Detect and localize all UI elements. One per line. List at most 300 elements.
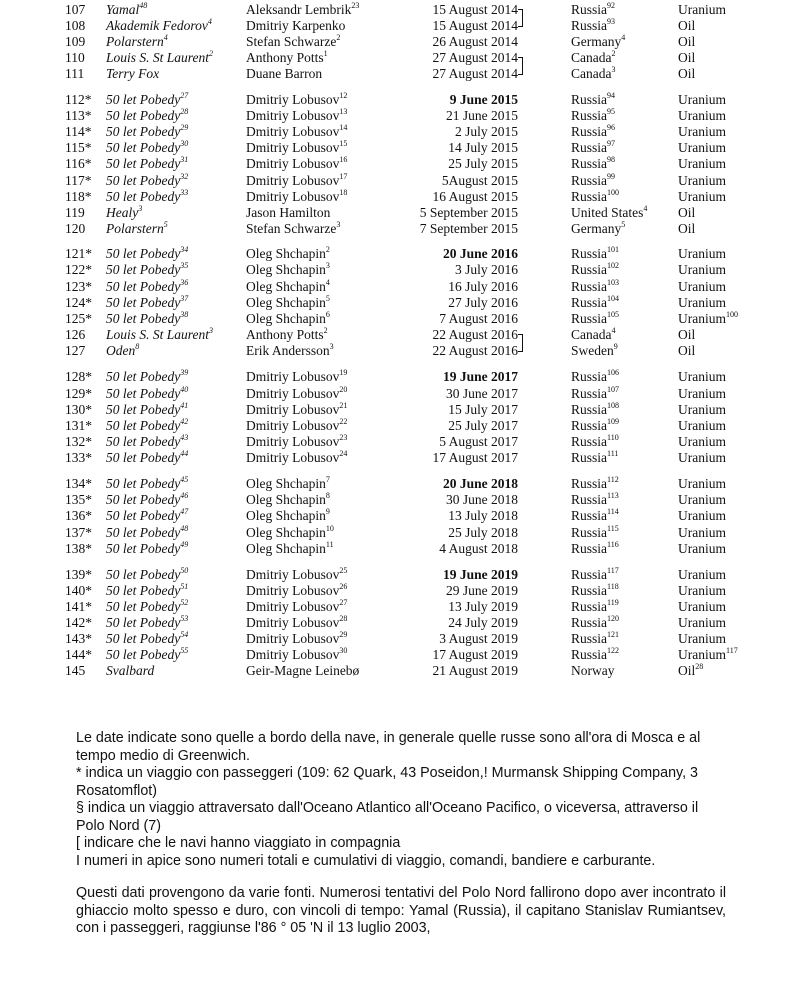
fuel-type xyxy=(678,525,726,541)
voyage-date xyxy=(412,402,518,418)
flag-country xyxy=(571,541,619,557)
ship-name-text: 50 let Pobedy xyxy=(106,140,181,155)
ship-name xyxy=(106,205,142,221)
voyage-date xyxy=(412,567,518,583)
voyage-date xyxy=(412,18,518,34)
voyage-date-text: 15 July 2017 xyxy=(448,402,518,417)
fuel-type-text: Oil xyxy=(678,18,696,33)
voyage-number xyxy=(65,599,92,615)
fuel-type xyxy=(678,343,695,359)
fuel-type xyxy=(678,50,695,66)
voyage-date xyxy=(412,124,518,140)
captain-name-text: Oleg Shchapin xyxy=(246,262,326,277)
fuel-type xyxy=(678,66,695,82)
voyage-date-text: 13 July 2018 xyxy=(448,508,518,523)
fuel-type-superscript: 28 xyxy=(695,661,704,671)
company-bracket xyxy=(518,334,523,352)
flag-country-superscript: 106 xyxy=(607,367,620,377)
ship-name-superscript: 54 xyxy=(180,629,189,639)
captain-name xyxy=(246,418,347,434)
fuel-type-text: Uranium xyxy=(678,369,726,384)
ship-name xyxy=(106,567,188,583)
captain-name-text: Dmitriy Lobusov xyxy=(246,615,340,630)
flag-country-text: Russia xyxy=(571,92,608,107)
flag-country-text: Russia xyxy=(571,583,608,598)
voyage-number xyxy=(65,92,92,108)
voyage-number xyxy=(65,124,92,140)
voyage-date-text: 22 August 2016 xyxy=(432,327,518,342)
fuel-type-text: Oil xyxy=(678,34,696,49)
fuel-type xyxy=(678,124,726,140)
ship-name-text: 50 let Pobedy xyxy=(106,295,181,310)
captain-name-superscript: 1 xyxy=(323,48,328,58)
voyage-date-text: 15 August 2014 xyxy=(432,2,518,17)
ship-name-text: Louis S. St Laurent xyxy=(106,327,210,342)
ship-name-text: 50 let Pobedy xyxy=(106,492,181,507)
table-row xyxy=(0,34,800,50)
voyage-number xyxy=(65,450,92,466)
ship-name-text: Svalbard xyxy=(106,663,155,678)
captain-name-superscript: 15 xyxy=(339,138,348,148)
fuel-type xyxy=(678,476,726,492)
flag-country-text: Russia xyxy=(571,369,608,384)
captain-name-text: Erik Andersson xyxy=(246,343,330,358)
note-section-sign: § indica un viaggio attraversato dall'Oceano Atlantico all'Oceano Pacifico, o viceversa, attraverso il Polo Nord (7) xyxy=(76,800,699,834)
notes-section xyxy=(76,730,726,938)
voyage-date-text: 20 June 2018 xyxy=(442,476,518,491)
ship-name xyxy=(106,295,188,311)
ship-name-superscript: 29 xyxy=(180,122,189,132)
flag-country-superscript: 115 xyxy=(607,523,619,533)
flag-country-text: Russia xyxy=(571,647,608,662)
fuel-type-text: Uranium xyxy=(678,599,726,614)
ship-name-superscript: 5 xyxy=(163,219,168,229)
fuel-type xyxy=(678,567,726,583)
voyage-number-text: 137* xyxy=(65,525,92,540)
flag-country-text: Germany xyxy=(571,221,622,236)
ship-name xyxy=(106,631,188,647)
captain-name-text: Dmitriy Karpenko xyxy=(246,18,346,33)
ship-name-text: 50 let Pobedy xyxy=(106,108,181,123)
fuel-type xyxy=(678,311,738,327)
ship-name-text: Akademik Fedorov xyxy=(106,18,208,33)
voyage-date-text: 29 June 2019 xyxy=(446,583,518,598)
captain-name xyxy=(246,262,330,278)
voyage-number xyxy=(65,583,92,599)
fuel-type-text: Uranium xyxy=(678,476,726,491)
ship-name-text: 50 let Pobedy xyxy=(106,124,181,139)
voyage-date-text: 27 August 2014 xyxy=(432,66,518,81)
ship-name-superscript: 48 xyxy=(180,523,189,533)
flag-country-text: Russia xyxy=(571,311,608,326)
flag-country-superscript: 100 xyxy=(607,187,620,197)
voyage-date xyxy=(412,156,518,172)
captain-name xyxy=(246,450,347,466)
ship-name-superscript: 28 xyxy=(180,106,189,116)
voyage-number xyxy=(65,50,85,66)
voyage-number-text: 140* xyxy=(65,583,92,598)
fuel-type xyxy=(678,402,726,418)
ship-name xyxy=(106,279,188,295)
ship-name-text: 50 let Pobedy xyxy=(106,173,181,188)
fuel-type xyxy=(678,541,726,557)
captain-name-text: Dmitriy Lobusov xyxy=(246,173,340,188)
captain-name-superscript: 12 xyxy=(339,90,348,100)
ship-name-text: 50 let Pobedy xyxy=(106,189,181,204)
voyage-number xyxy=(65,66,84,82)
voyage-number xyxy=(65,647,92,663)
captain-name-superscript: 17 xyxy=(339,171,348,181)
flag-country xyxy=(571,92,615,108)
flag-country-text: Russia xyxy=(571,2,608,17)
voyage-date-text: 17 August 2017 xyxy=(432,450,518,465)
flag-country-text: Russia xyxy=(571,492,608,507)
voyage-date-text: 30 June 2018 xyxy=(446,492,518,507)
voyage-number xyxy=(65,108,92,124)
ship-name-text: 50 let Pobedy xyxy=(106,434,181,449)
ship-name-superscript: 52 xyxy=(180,597,189,607)
flag-country-text: United States xyxy=(571,205,644,220)
flag-country-superscript: 99 xyxy=(607,171,616,181)
fuel-type-text: Uranium xyxy=(678,583,726,598)
ship-name-superscript: 55 xyxy=(180,645,189,655)
fuel-type xyxy=(678,327,695,343)
ship-name-text: 50 let Pobedy xyxy=(106,386,181,401)
captain-name-text: Jason Hamilton xyxy=(246,205,331,220)
voyage-date xyxy=(412,311,518,327)
fuel-type xyxy=(678,156,726,172)
voyage-date xyxy=(412,476,518,492)
voyage-number-text: 126 xyxy=(65,327,86,342)
flag-country-text: Russia xyxy=(571,262,608,277)
ship-name-text: 50 let Pobedy xyxy=(106,541,181,556)
captain-name xyxy=(246,140,347,156)
captain-name xyxy=(246,476,330,492)
voyage-number-text: 115* xyxy=(65,140,92,155)
ship-name-superscript: 43 xyxy=(180,432,189,442)
table-row xyxy=(0,295,800,311)
flag-country-superscript: 5 xyxy=(621,219,626,229)
ship-name-text: 50 let Pobedy xyxy=(106,311,181,326)
captain-name-superscript: 23 xyxy=(339,432,348,442)
table-row xyxy=(0,476,800,492)
ship-name xyxy=(106,450,188,466)
ship-name-text: 50 let Pobedy xyxy=(106,583,181,598)
fuel-type xyxy=(678,647,738,663)
captain-name-text: Oleg Shchapin xyxy=(246,279,326,294)
flag-country-superscript: 118 xyxy=(607,581,619,591)
table-row xyxy=(0,156,800,172)
flag-country xyxy=(571,311,619,327)
ship-name-text: 50 let Pobedy xyxy=(106,246,181,261)
captain-name xyxy=(246,279,330,295)
table-row xyxy=(0,434,800,450)
flag-country-text: Russia xyxy=(571,541,608,556)
captain-name-text: Dmitriy Lobusov xyxy=(246,124,340,139)
voyage-number-text: 114* xyxy=(65,124,92,139)
captain-name-superscript: 13 xyxy=(339,106,348,116)
ship-name-superscript: 49 xyxy=(180,539,189,549)
voyage-date xyxy=(412,140,518,156)
flag-country-text: Russia xyxy=(571,476,608,491)
voyage-number xyxy=(65,2,85,18)
captain-name xyxy=(246,2,359,18)
flag-country-text: Germany xyxy=(571,34,622,49)
fuel-type-superscript: 117 xyxy=(726,645,738,655)
table-row xyxy=(0,508,800,524)
voyage-date xyxy=(412,108,518,124)
voyage-number xyxy=(65,541,92,557)
captain-name-superscript: 7 xyxy=(325,474,330,484)
ship-name-text: Terry Fox xyxy=(106,66,160,81)
voyage-number-text: 111 xyxy=(65,66,85,81)
fuel-type xyxy=(678,386,726,402)
flag-country xyxy=(571,418,619,434)
ship-name-text: 50 let Pobedy xyxy=(106,631,181,646)
note-sources: Questi dati provengono da varie fonti. Numerosi tentativi del Polo Nord fallirono dopo aver incontrato il ghiaccio molto spesso e duro, con vincoli di tempo: Yamal (Russia), il capitano Stanislav Rumiantsev, con i passeggeri, raggiunse l'86 ° 05 'N il 13 luglio 2003, xyxy=(76,885,726,936)
captain-name xyxy=(246,295,330,311)
ship-name-superscript: 46 xyxy=(180,490,189,500)
fuel-type-text: Oil xyxy=(678,205,696,220)
fuel-type-text: Uranium xyxy=(678,189,726,204)
fuel-type-text: Uranium xyxy=(678,631,726,646)
captain-name-superscript: 25 xyxy=(339,565,348,575)
fuel-type xyxy=(678,295,726,311)
captain-name-superscript: 8 xyxy=(325,490,330,500)
fuel-type xyxy=(678,599,726,615)
flag-country-superscript: 117 xyxy=(607,565,619,575)
table-row xyxy=(0,205,800,221)
voyage-number xyxy=(65,246,92,262)
captain-name-text: Anthony Potts xyxy=(246,50,324,65)
ship-name-text: 50 let Pobedy xyxy=(106,647,181,662)
table-row xyxy=(0,615,800,631)
flag-country xyxy=(571,189,619,205)
ship-name-text: Louis S. St Laurent xyxy=(106,50,210,65)
captain-name-superscript: 10 xyxy=(325,523,334,533)
voyage-date xyxy=(412,386,518,402)
table-row xyxy=(0,279,800,295)
voyage-number-text: 113* xyxy=(65,108,92,123)
captain-name xyxy=(246,92,347,108)
fuel-type-text: Uranium xyxy=(678,492,726,507)
captain-name xyxy=(246,173,347,189)
table-row xyxy=(0,583,800,599)
voyage-number-text: 138* xyxy=(65,541,92,556)
ship-name xyxy=(106,66,159,82)
voyage-number-text: 110 xyxy=(65,50,85,65)
captain-name-superscript: 26 xyxy=(339,581,348,591)
ship-name-superscript: 33 xyxy=(180,187,189,197)
ship-name xyxy=(106,2,147,18)
table-row xyxy=(0,418,800,434)
fuel-type-text: Uranium xyxy=(678,246,726,261)
voyage-date xyxy=(412,262,518,278)
flag-country-superscript: 101 xyxy=(607,244,620,254)
voyage-number-text: 135* xyxy=(65,492,92,507)
captain-name-superscript: 28 xyxy=(339,613,348,623)
voyage-number-text: 116* xyxy=(65,156,92,171)
flag-country-text: Russia xyxy=(571,567,608,582)
voyage-number-text: 125* xyxy=(65,311,92,326)
voyage-number xyxy=(65,140,92,156)
fuel-type-text: Uranium xyxy=(678,418,726,433)
voyage-date-text: 9 June 2015 xyxy=(449,92,518,107)
fuel-type-text: Uranium xyxy=(678,647,726,662)
voyage-number-text: 120 xyxy=(65,221,86,236)
voyage-number xyxy=(65,327,85,343)
company-bracket xyxy=(518,57,523,75)
flag-country-text: Canada xyxy=(571,327,612,342)
ship-name xyxy=(106,434,188,450)
voyage-number-text: 133* xyxy=(65,450,92,465)
voyage-date-text: 5 September 2015 xyxy=(419,205,518,220)
flag-country-text: Russia xyxy=(571,108,608,123)
fuel-type-text: Uranium xyxy=(678,156,726,171)
voyage-date xyxy=(412,525,518,541)
flag-country xyxy=(571,295,619,311)
voyage-number xyxy=(65,34,85,50)
voyage-number-text: 118* xyxy=(65,189,92,204)
ship-name-superscript: 31 xyxy=(180,154,189,164)
voyage-number xyxy=(65,173,92,189)
captain-name xyxy=(246,492,330,508)
captain-name-text: Oleg Shchapin xyxy=(246,476,326,491)
ship-name-superscript: 30 xyxy=(180,138,189,148)
voyage-number-text: 130* xyxy=(65,402,92,417)
voyage-date-text: 7 August 2016 xyxy=(439,311,518,326)
fuel-type-text: Uranium xyxy=(678,567,726,582)
captain-name xyxy=(246,189,347,205)
table-row xyxy=(0,108,800,124)
ship-name xyxy=(106,311,188,327)
ship-name xyxy=(106,599,188,615)
captain-name-text: Oleg Shchapin xyxy=(246,295,326,310)
captain-name-superscript: 21 xyxy=(339,400,348,410)
captain-name-text: Dmitriy Lobusov xyxy=(246,189,340,204)
voyage-date xyxy=(412,295,518,311)
captain-name xyxy=(246,663,359,679)
fuel-type xyxy=(678,615,726,631)
captain-name xyxy=(246,386,347,402)
flag-country xyxy=(571,663,615,679)
captain-name-superscript: 2 xyxy=(325,244,330,254)
flag-country xyxy=(571,327,615,343)
captain-name-superscript: 2 xyxy=(323,325,328,335)
voyage-number-text: 117* xyxy=(65,173,92,188)
flag-country-text: Russia xyxy=(571,450,608,465)
flag-country-text: Russia xyxy=(571,173,608,188)
captain-name-superscript: 3 xyxy=(325,260,330,270)
ship-name-text: 50 let Pobedy xyxy=(106,262,181,277)
captain-name-text: Dmitriy Lobusov xyxy=(246,369,340,384)
voyage-date-text: 13 July 2019 xyxy=(448,599,518,614)
ship-name xyxy=(106,386,188,402)
captain-name-superscript: 14 xyxy=(339,122,348,132)
ship-name-text: 50 let Pobedy xyxy=(106,599,181,614)
flag-country xyxy=(571,262,619,278)
table-row xyxy=(0,173,800,189)
ship-name-text: 50 let Pobedy xyxy=(106,508,181,523)
voyage-date-text: 19 June 2019 xyxy=(442,567,518,582)
voyage-number-text: 122* xyxy=(65,262,92,277)
fuel-type-text: Uranium xyxy=(678,173,726,188)
voyage-number-text: 123* xyxy=(65,279,92,294)
ship-name xyxy=(106,492,188,508)
ship-name-superscript: 34 xyxy=(180,244,189,254)
captain-name-text: Dmitriy Lobusov xyxy=(246,583,340,598)
captain-name-text: Dmitriy Lobusov xyxy=(246,92,340,107)
voyage-date-text: 22 August 2016 xyxy=(432,343,518,358)
voyage-number xyxy=(65,18,85,34)
captain-name-superscript: 27 xyxy=(339,597,348,607)
voyage-number xyxy=(65,418,92,434)
table-row xyxy=(0,647,800,663)
captain-name-superscript: 6 xyxy=(325,309,330,319)
voyage-date-text: 25 July 2017 xyxy=(448,418,518,433)
voyage-date xyxy=(412,189,518,205)
flag-country-text: Russia xyxy=(571,140,608,155)
flag-country xyxy=(571,647,619,663)
fuel-type xyxy=(678,108,726,124)
table-row xyxy=(0,631,800,647)
ship-name xyxy=(106,663,154,679)
voyage-date xyxy=(412,173,518,189)
ship-name xyxy=(106,140,188,156)
voyage-number-text: 127 xyxy=(65,343,86,358)
captain-name-text: Anthony Potts xyxy=(246,327,324,342)
voyage-number-text: 121* xyxy=(65,246,92,261)
fuel-type xyxy=(678,173,726,189)
captain-name xyxy=(246,525,334,541)
fuel-type-text: Oil xyxy=(678,327,696,342)
captain-name xyxy=(246,327,328,343)
ship-name xyxy=(106,92,188,108)
flag-country-text: Russia xyxy=(571,402,608,417)
ship-name-superscript: 36 xyxy=(180,277,189,287)
voyage-date xyxy=(412,583,518,599)
fuel-type-text: Uranium xyxy=(678,508,726,523)
flag-country xyxy=(571,18,615,34)
voyage-number xyxy=(65,311,92,327)
voyage-number-text: 131* xyxy=(65,418,92,433)
flag-country-text: Russia xyxy=(571,525,608,540)
flag-country-text: Russia xyxy=(571,508,608,523)
captain-name xyxy=(246,583,347,599)
voyage-number-text: 124* xyxy=(65,295,92,310)
captain-name-text: Dmitriy Lobusov xyxy=(246,599,340,614)
ship-name-text: 50 let Pobedy xyxy=(106,156,181,171)
ship-name xyxy=(106,189,188,205)
captain-name xyxy=(246,369,347,385)
captain-name-superscript: 3 xyxy=(336,219,341,229)
voyage-date xyxy=(412,663,518,679)
voyage-date-text: 3 July 2016 xyxy=(454,262,518,277)
ship-name-text: 50 let Pobedy xyxy=(106,615,181,630)
fuel-type-text: Uranium xyxy=(678,279,726,294)
voyage-date xyxy=(412,34,518,50)
ship-name xyxy=(106,246,188,262)
flag-country-superscript: 108 xyxy=(607,400,620,410)
voyage-date-text: 5August 2015 xyxy=(441,173,518,188)
flag-country xyxy=(571,450,618,466)
ship-name-text: 50 let Pobedy xyxy=(106,279,181,294)
captain-name-superscript: 3 xyxy=(329,341,334,351)
voyage-date-text: 20 June 2016 xyxy=(442,246,518,261)
ship-name xyxy=(106,327,213,343)
fuel-type xyxy=(678,189,726,205)
voyage-number xyxy=(65,476,92,492)
